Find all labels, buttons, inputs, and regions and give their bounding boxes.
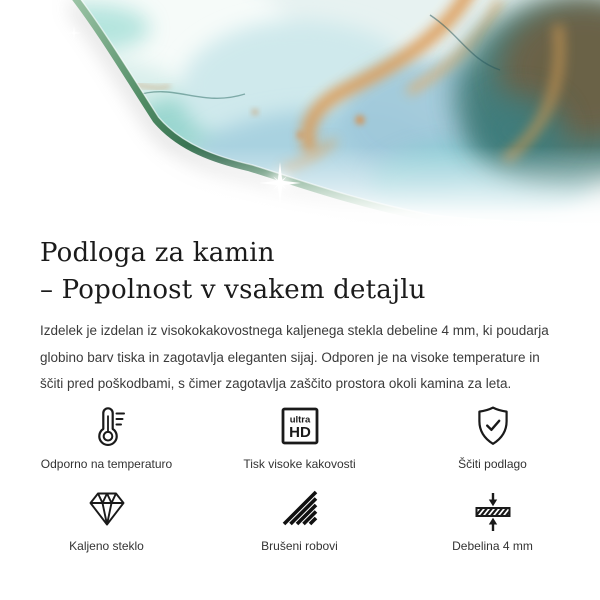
small-sparkle-icon — [67, 26, 82, 41]
title-line-1: Podloga za kamin — [40, 238, 275, 268]
feature-label: Ščiti podlago — [458, 456, 527, 471]
polished-edges-icon — [276, 484, 324, 532]
ultra-hd-text-bottom: HD — [288, 423, 311, 441]
feature-item-protection — [396, 402, 589, 471]
feature-label: Kaljeno steklo — [69, 538, 144, 553]
thermometer-icon — [83, 402, 131, 450]
feature-grid — [10, 402, 589, 553]
product-image — [0, 0, 600, 232]
thickness-icon — [469, 484, 517, 532]
feature-item-print-quality — [203, 402, 396, 471]
ultra-hd-text-top: ultra — [289, 414, 310, 425]
ultra-hd-icon — [276, 402, 324, 450]
glass-pad-artwork — [0, 0, 600, 232]
feature-item-temperature — [10, 402, 203, 471]
feature-item-polished-edges — [203, 484, 396, 553]
feature-item-thickness — [396, 484, 589, 553]
product-description: Izdelek je izdelan iz visokokakovostnega kaljenega stekla debeline 4 mm, ki poudarja globino barv tiska in zagotavlja eleganten sijaj. Odporen je na visoke temperature in ščiti pred poškodbami, s čimer zagotavlja zaščito prostora okoli kamina za leta. — [40, 323, 549, 391]
product-description-section — [0, 235, 600, 553]
feature-label: Debelina 4 mm — [452, 538, 533, 553]
white-fade — [0, 140, 600, 232]
title-line-2: – Popolnost v vsakem detajlu — [40, 275, 426, 305]
feature-item-tempered-glass — [10, 484, 203, 553]
feature-label: Brušeni robovi — [261, 538, 338, 553]
page-title — [40, 235, 560, 309]
diamond-icon — [83, 484, 131, 532]
shield-check-icon — [469, 402, 517, 450]
feature-label: Odporno na temperaturo — [40, 456, 173, 471]
feature-label: Tisk visoke kakovosti — [243, 456, 356, 471]
